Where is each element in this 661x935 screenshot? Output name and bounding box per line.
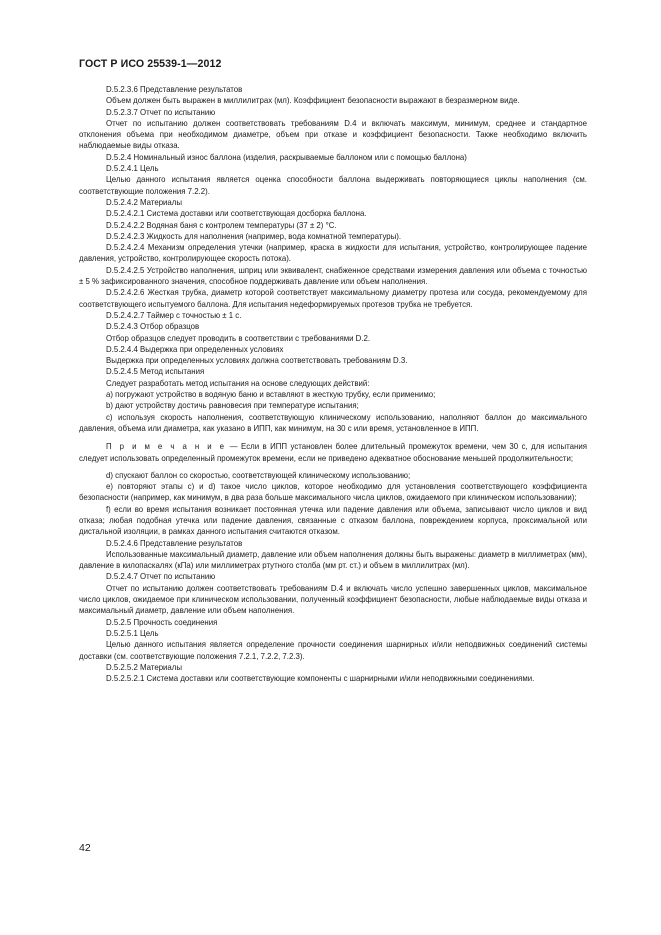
heading-purpose: D.5.2.5.1 Цель [106, 628, 159, 638]
paragraph: Отчет по испытанию должен соответствовать требованиям D.4 и включать максимум, минимум, среднее и стандартное отклонения объема при необходимом диаметре, объем при отказе и коэффициент безопасности. Также необходимо включить наблюдаемые виды отказа. [79, 118, 587, 151]
paragraph: Целью данного испытания является определение прочности соединения шарнирных и/или неподвижных соединений системы доставки (см. соответствующие положения 7.2.1, 7.2.2, 7.2.3). [79, 640, 587, 661]
list-item: D.5.2.4.2.2 Водяная баня с контролем температуры (37 ± 2) °С. [106, 220, 337, 230]
list-item: b) дают устройству достичь равновесия при температуре испытания; [106, 401, 359, 411]
list-item: a) погружают устройство в водяную баню и вставляют в жесткую трубку, если применимо; [106, 390, 436, 400]
heading-test-method: D.5.2.4.5 Метод испытания [106, 367, 205, 377]
list-item: f) если во время испытания возникает постоянная утечка или падение давления или объема, записывают число циклов и вид отказа; любая подобная утечка или падение давления, связанные с отказом баллона, повреждением корпуса, проксимальной или дистальной изоляции, в рамках данного испытания считаются отказом. [79, 504, 587, 537]
heading-joint-strength: D.5.2.5 Прочность соединения [106, 617, 218, 627]
list-item: e) повторяют этапы с) и d) такое число циклов, которое необходимо для установления соответствующего коэффициента безопасности (например, как минимум, в два раза больше максимального числа циклов, ожидаемого при клиническом использовании); [79, 482, 587, 503]
list-item: D.5.2.4.2.7 Таймер с точностью ± 1 с. [106, 310, 242, 320]
heading-purpose: D.5.2.4.1 Цель [106, 164, 159, 174]
paragraph: Целью данного испытания является оценка способности баллона выдерживать повторяющиеся циклы наполнения (см. соответствующие положения 7.2.2). [79, 175, 587, 196]
heading-sampling: D.5.2.4.3 Отбор образцов [106, 322, 200, 332]
paragraph: Выдержка при определенных условиях должна соответствовать требованиям D.3. [106, 356, 408, 366]
note-label: П р и м е ч а н и е [106, 442, 227, 452]
document-header-title: ГОСТ Р ИСО 25539-1—2012 [79, 58, 222, 70]
list-item: c) используя скорость наполнения, соответствующую клиническому использованию, наполняют баллон до максимального давления, объема или диаметра, как указано в ИПП, как минимум, на 30 с или время, установленное в ИПП. [79, 412, 587, 433]
heading-test-report: D.5.2.4.7 Отчет по испытанию [106, 572, 216, 582]
note-text: — Если в ИПП установлен более длительный промежуток времени, чем 30 с, для испытания следует использовать определенный промежуток времени, если не приведено адекватное обоснование меньшей продолжительности; [79, 442, 587, 463]
heading-materials: D.5.2.5.2 Материалы [106, 662, 183, 672]
heading-conditioning: D.5.2.4.4 Выдержка при определенных условиях [106, 344, 284, 354]
list-item: D.5.2.4.2.3 Жидкость для наполнения (например, вода комнатной температуры). [106, 231, 402, 241]
page-number: 42 [79, 842, 91, 854]
list-item: D.5.2.5.2.1 Система доставки или соответствующие компоненты с шарнирными и/или неподвижными соединениями. [106, 674, 535, 684]
paragraph: Отбор образцов следует проводить в соответствии с требованиями D.2. [106, 333, 371, 343]
paragraph: Объем должен быть выражен в миллилитрах (мл). Коэффициент безопасности выражают в безразмерном виде. [106, 96, 520, 106]
list-item: D.5.2.4.2.6 Жесткая трубка, диаметр которой соответствует максимальному диаметру протеза или сосуда, рекомендуемому для соответствующего испытуемого баллона. Для испытания недеформируемых протезов трубка не требуется. [79, 288, 587, 309]
paragraph: Следует разработать метод испытания на основе следующих действий: [106, 378, 370, 388]
heading-test-report: D.5.2.3.7 Отчет по испытанию [106, 107, 216, 117]
note [79, 441, 587, 464]
heading-results-presentation: D.5.2.4.6 Представление результатов [106, 538, 243, 548]
paragraph: Использованные максимальный диаметр, давление или объем наполнения должны быть выражены: диаметр в миллиметрах (мм), давление в килопаскалях (кПа) или миллиметрах ртутного столба (мм рт. ст.) и объем в миллилитрах (мл). [79, 549, 587, 571]
list-item: D.5.2.4.2.4 Механизм определения утечки (например, краска в жидкости для испытания, устройство, контролирующее падение давления, устройство, контролирующее скорость потока). [79, 243, 587, 264]
heading-balloon-fatigue: D.5.2.4 Номинальный износ баллона (изделия, раскрываемые баллоном или с помощью баллона) [106, 152, 467, 162]
list-item: D.5.2.4.2.5 Устройство наполнения, шприц или эквивалент, снабженное средствами измерения давления или объема с точностью ± 5 % зафиксированного значения, способное поддерживать давление или объем наполнения. [79, 265, 587, 287]
heading-materials: D.5.2.4.2 Материалы [106, 197, 183, 207]
list-item: d) спускают баллон со скоростью, соответствующей клиническому использованию; [106, 470, 411, 480]
paragraph: Отчет по испытанию должен соответствовать требованиям D.4 и включать число успешно завершенных циклов, максимальное число циклов, ожидаемое при клиническом использовании, полученный коэффициент безопасности, любые наблюдаемые виды отказа и максимальный диаметр, давление или объем наполнения. [79, 583, 587, 616]
heading-results-presentation: D.5.2.3.6 Представление результатов [106, 85, 243, 94]
document-body [79, 84, 587, 684]
list-item: D.5.2.4.2.1 Система доставки или соответствующая досборка баллона. [106, 209, 367, 219]
